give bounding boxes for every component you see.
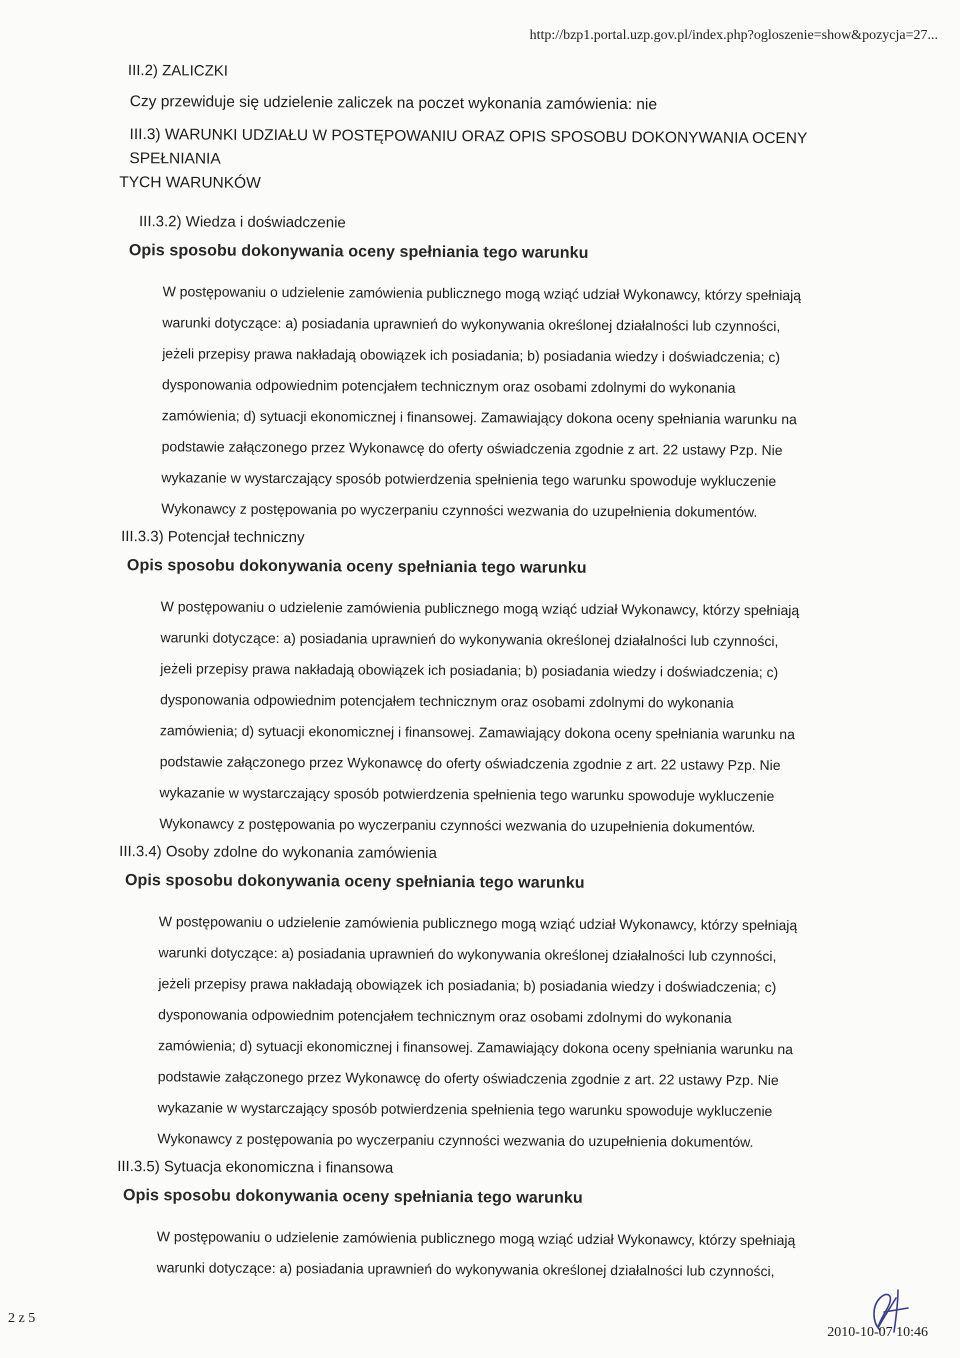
paragraph-line: wykazanie w wystarczający sposób potwierdzenia spełnienia tego warunku spowoduje wykluczenie [161, 469, 777, 490]
opis-heading: Opis sposobu dokonywania oceny spełniania tego warunku [126, 557, 587, 577]
print-timestamp: 2010-10-07 10:46 [827, 1325, 928, 1340]
paragraph-line: jeżeli przepisy prawa nakładają obowiązek ich posiadania; b) posiadania wiedzy i doświadczenia; c) [162, 345, 781, 366]
subsection-heading: III.3.2) Wiedza i doświadczenie [138, 213, 346, 232]
page-number: 2 z 5 [8, 1311, 36, 1326]
opis-heading: Opis sposobu dokonywania oceny spełniania tego warunku [123, 1187, 583, 1207]
subsections [111, 213, 898, 1288]
paragraph-line: dysponowania odpowiednim potencjałem technicznym oraz osobami zdolnymi do wykonania [161, 376, 736, 396]
paragraph-line: podstawie załączonego przez Wykonawcę do oferty oświadczenia zgodnie z art. 22 ustawy Pzp. Nie [157, 1068, 779, 1089]
paragraph-line: Wykonawcy z postępowania po wyczerpaniu czynności wezwania do uzupełnienia dokumentów. [159, 815, 756, 835]
paragraph-line: Wykonawcy z postępowania po wyczerpaniu czynności wezwania do uzupełnienia dokumentów. [157, 1130, 754, 1150]
subsection-heading: III.3.5) Sytuacja ekonomiczna i finansowa [117, 1158, 394, 1177]
warunki-heading-line-2: TYCH WARUNKÓW [119, 174, 261, 192]
paragraph-line: dysponowania odpowiednim potencjałem technicznym oraz osobami zdolnymi do wykonania [160, 691, 734, 711]
paragraph-line: zamówienia; d) sytuacji ekonomicznej i finansowej. Zamawiający dokona oceny spełniania warunku na [161, 407, 797, 428]
paragraph-line: warunki dotyczące: a) posiadania uprawnień do wykonywania określonej działalności lub czynności, [160, 629, 779, 650]
section-heading-zaliczki: III.2) ZALICZKI [127, 62, 229, 80]
subsection-heading: III.3.3) Potencjał techniczny [121, 528, 305, 547]
paragraph-line: Wykonawcy z postępowania po wyczerpaniu czynności wezwania do uzupełnienia dokumentów. [161, 500, 758, 520]
paragraph-line: warunki dotyczące: a) posiadania uprawnień do wykonywania określonej działalności lub czynności, [162, 314, 781, 335]
paragraph-line: wykazanie w wystarczający sposób potwierdzenia spełnienia tego warunku spowoduje wykluczenie [159, 784, 775, 805]
paragraph-line: podstawie załączonego przez Wykonawcę do oferty oświadczenia zgodnie z art. 22 ustawy Pzp. Nie [159, 753, 781, 774]
paragraph-line: warunki dotyczące: a) posiadania uprawnień do wykonywania określonej działalności lub czynności, [156, 1259, 775, 1280]
paragraph-line: W postępowaniu o udzielenie zamówienia publicznego mogą wziąć udział Wykonawcy, którzy spełniają [160, 598, 800, 619]
paragraph-line: jeżeli przepisy prawa nakładają obowiązek ich posiadania; b) posiadania wiedzy i doświadczenia; c) [160, 660, 779, 681]
paragraph-line: podstawie załączonego przez Wykonawcę do oferty oświadczenia zgodnie z art. 22 ustawy Pzp. Nie [161, 438, 783, 459]
paragraph-line: W postępowaniu o udzielenie zamówienia publicznego mogą wziąć udział Wykonawcy, którzy spełniają [156, 1228, 796, 1249]
paragraph-line: W postępowaniu o udzielenie zamówienia publicznego mogą wziąć udział Wykonawcy, którzy spełniają [158, 913, 798, 934]
document-body [111, 62, 898, 1292]
page-url: http://bzp1.portal.uzp.gov.pl/index.php?ogloszenie=show&pozycja=27... [529, 28, 938, 43]
condition-paragraph [157, 906, 893, 1158]
condition-paragraph [159, 591, 895, 843]
opis-heading: Opis sposobu dokonywania oceny spełniania tego warunku [124, 872, 585, 892]
paragraph-line: warunki dotyczące: a) posiadania uprawnień do wykonywania określonej działalności lub czynności, [158, 944, 777, 965]
warunki-heading-line-1: III.3) WARUNKI UDZIAŁU W POSTĘPOWANIU ORAZ OPIS SPOSOBU DOKONYWANIA OCENY SPEŁNIANIA [129, 126, 808, 168]
condition-paragraph [161, 276, 897, 528]
paragraph-line: zamówienia; d) sytuacji ekonomicznej i finansowej. Zamawiający dokona oceny spełniania warunku na [157, 1037, 794, 1058]
section-heading-warunki [119, 123, 897, 200]
condition-paragraph [157, 1221, 891, 1287]
paragraph-line: wykazanie w wystarczający sposób potwierdzenia spełnienia tego warunku spowoduje wykluczenie [157, 1099, 773, 1120]
paragraph-line: zamówienia; d) sytuacji ekonomicznej i finansowej. Zamawiający dokona oceny spełniania warunku na [159, 722, 795, 743]
paragraph-line: jeżeli przepisy prawa nakładają obowiązek ich posiadania; b) posiadania wiedzy i doświadczenia; c) [158, 975, 777, 996]
opis-heading: Opis sposobu dokonywania oceny spełniania tego warunku [128, 242, 589, 262]
paragraph-line: W postępowaniu o udzielenie zamówienia publicznego mogą wziąć udział Wykonawcy, którzy spełniają [162, 283, 802, 304]
zaliczki-question: Czy przewiduje się udzielenie zaliczek na poczet wykonania zamówienia: nie [129, 93, 658, 114]
paragraph-line: dysponowania odpowiednim potencjałem technicznym oraz osobami zdolnymi do wykonania [158, 1006, 732, 1026]
subsection-heading: III.3.4) Osoby zdolne do wykonania zamówienia [119, 843, 437, 862]
